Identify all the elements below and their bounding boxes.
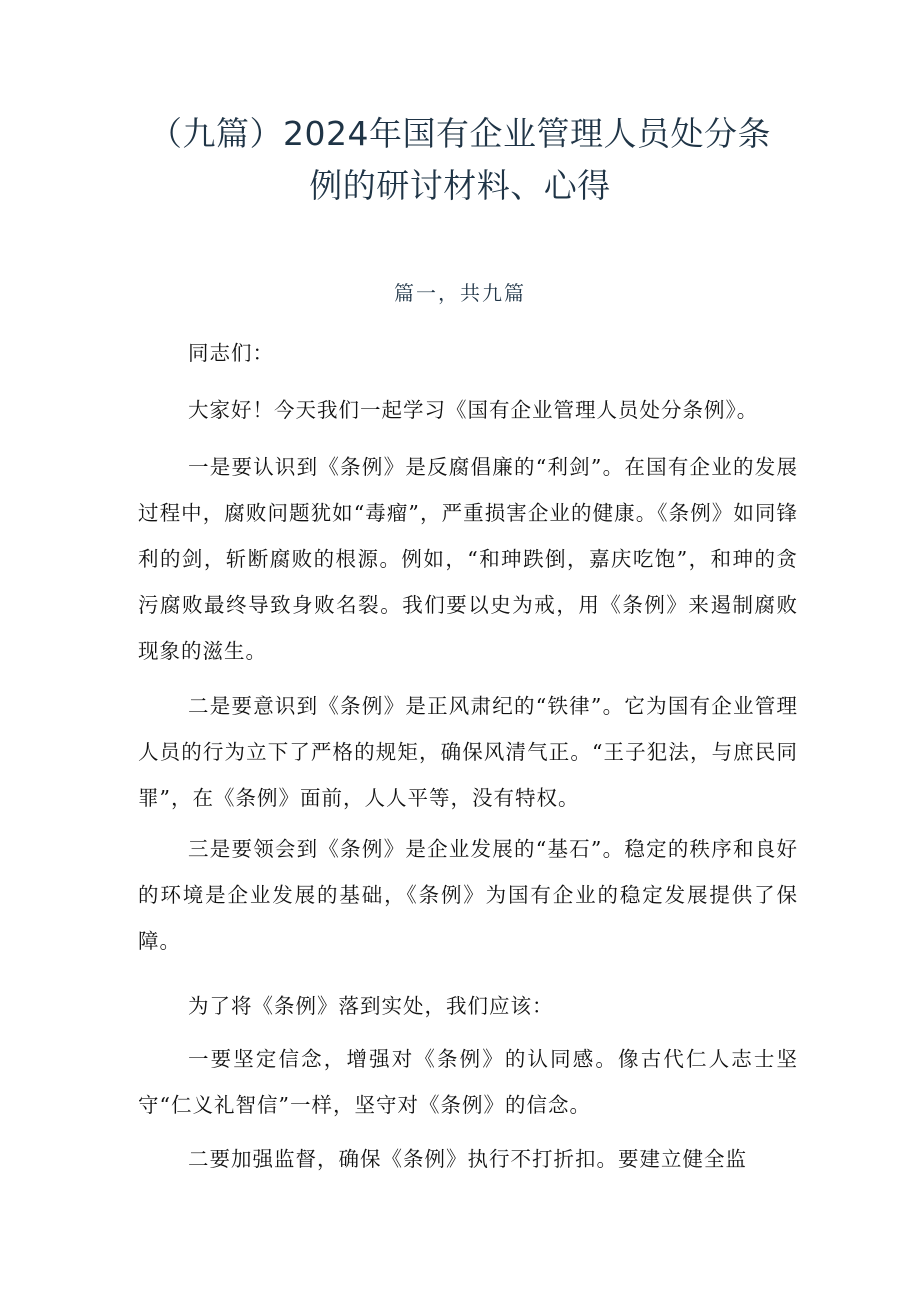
paragraph-action-2: 二要加强监督，确保《条例》执行不打折扣。要建立健全监: [188, 1147, 747, 1171]
document-title-line-1: （九篇）2024年国有企业管理人员处分条: [149, 114, 771, 153]
document-title-line-2: 例的研讨材料、心得: [309, 166, 611, 205]
section-heading: 篇一，共九篇: [394, 281, 526, 305]
paragraph-intro: 大家好！今天我们一起学习《国有企业管理人员处分条例》。: [188, 398, 759, 422]
paragraph-actions-intro: 为了将《条例》落到实处，我们应该：: [188, 994, 554, 1018]
paragraph-point-1: 一是要认识到《条例》是反腐倡廉的“利剑”。在国有企业的发展过程中，腐败问题犹如“毒瘤”，严重损害企业的健康。《条例》如同锋利的剑，斩断腐败的根源。例如，“和珅跌倒，嘉庆吃饱”，和珅的贪污腐败最终导致身败名裂。我们要以史为戒，用《条例》来遏制腐败现象的滋生。: [138, 455, 798, 663]
paragraph-point-2: 二是要意识到《条例》是正风肃纪的“铁律”。它为国有企业管理人员的行为立下了严格的规矩，确保风清气正。“王子犯法，与庶民同罪”，在《条例》面前，人人平等，没有特权。: [138, 694, 798, 810]
greeting: 同志们：: [188, 341, 274, 365]
paragraph-point-3: 三是要领会到《条例》是企业发展的“基石”。稳定的秩序和良好的环境是企业发展的基础，《条例》为国有企业的稳定发展提供了保障。: [138, 837, 798, 953]
paragraph-action-1: 一要坚定信念，增强对《条例》的认同感。像古代仁人志士坚守“仁义礼智信”一样，坚守对《条例》的信念。: [138, 1047, 798, 1117]
